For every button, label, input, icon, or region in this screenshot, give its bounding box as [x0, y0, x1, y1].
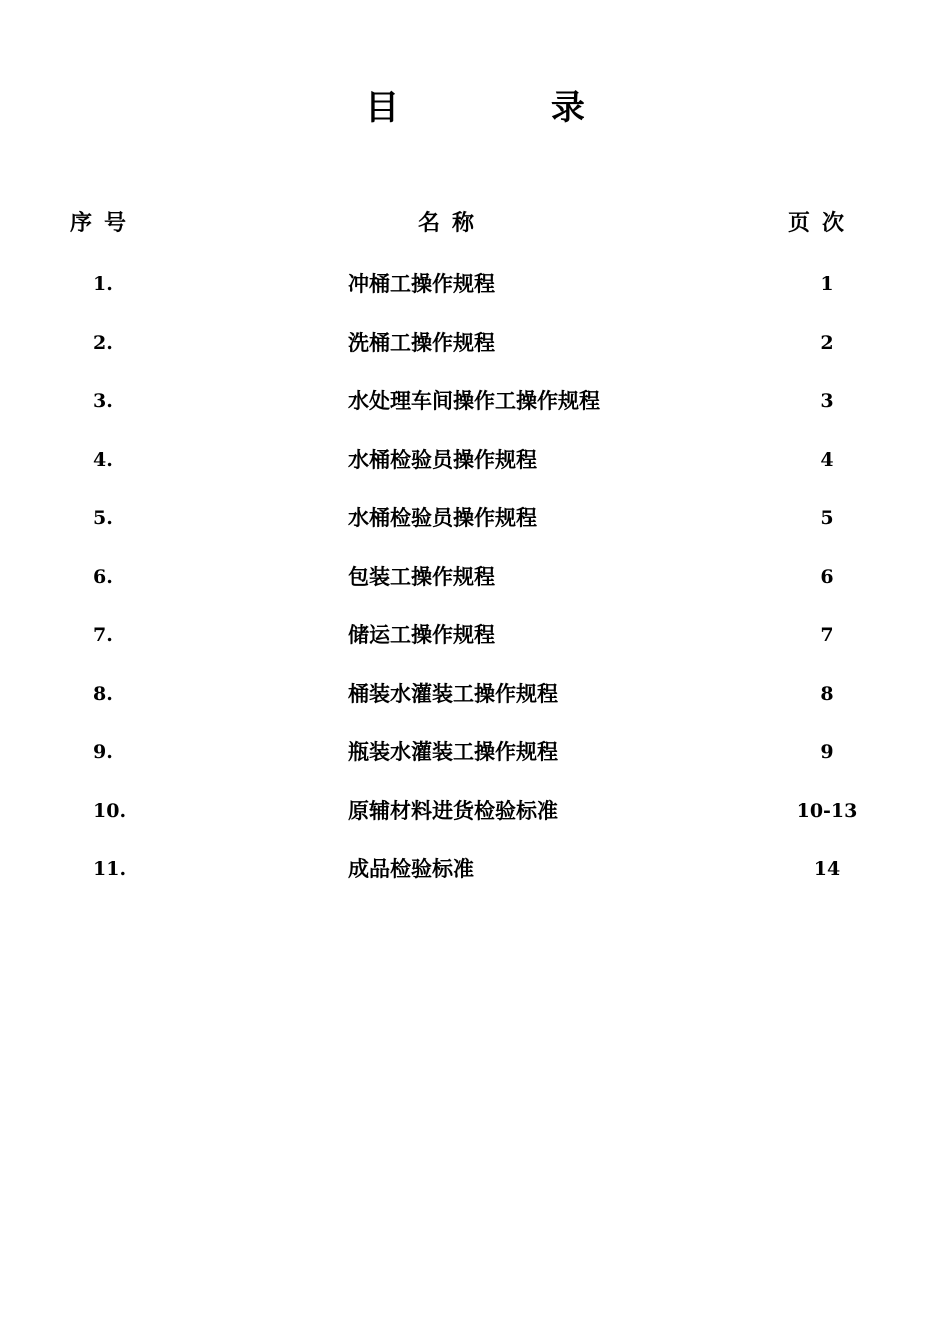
toc-row[interactable]: [0, 438, 950, 497]
toc-seq: 5.: [93, 507, 113, 529]
column-header-name: 名称: [418, 211, 487, 236]
toc-name: 成品检验标准: [348, 857, 474, 881]
toc-page: 1: [820, 273, 834, 295]
toc-name: 冲桶工操作规程: [348, 272, 495, 296]
toc-seq: 2.: [93, 331, 113, 354]
toc-name: 桶装水灌装工操作规程: [348, 681, 558, 706]
toc-name: 瓶装水灌装工操作规程: [348, 740, 558, 764]
toc-row[interactable]: [0, 789, 950, 848]
toc-seq: 7.: [93, 624, 113, 646]
toc-row[interactable]: [0, 672, 950, 731]
toc-row[interactable]: [0, 496, 950, 555]
toc-seq: 6.: [93, 565, 113, 588]
toc-seq: 1.: [93, 273, 113, 295]
toc-row[interactable]: [0, 613, 950, 672]
toc-page: 8: [820, 682, 834, 705]
toc-page: 4: [820, 448, 834, 471]
toc-row[interactable]: [0, 379, 950, 438]
toc-page: 14: [813, 858, 841, 880]
toc-name: 包装工操作规程: [348, 564, 495, 589]
toc-list: [0, 262, 950, 906]
toc-name: 水桶检验员操作规程: [348, 506, 537, 530]
toc-row[interactable]: [0, 262, 950, 321]
toc-page: 9: [820, 741, 834, 763]
toc-seq: 8.: [93, 682, 113, 705]
toc-name: 原辅材料进货检验标准: [348, 798, 558, 823]
toc-name: 水处理车间操作工操作规程: [348, 389, 600, 413]
toc-row[interactable]: [0, 730, 950, 789]
toc-row[interactable]: [0, 321, 950, 380]
column-header-page: 页次: [788, 211, 857, 236]
toc-page: 7: [820, 624, 834, 646]
column-header-seq: 序号: [70, 211, 139, 236]
toc-seq: 11.: [93, 858, 127, 880]
toc-seq: 10.: [93, 799, 127, 822]
toc-page: 5: [820, 507, 834, 529]
toc-seq: 3.: [93, 390, 113, 412]
toc-page: 2: [820, 331, 834, 354]
toc-row[interactable]: [0, 847, 950, 906]
toc-name: 水桶检验员操作规程: [348, 447, 537, 472]
toc-row[interactable]: [0, 555, 950, 614]
toc-name: 储运工操作规程: [348, 623, 495, 647]
toc-seq: 9.: [93, 741, 113, 763]
toc-page: 10-13: [796, 799, 858, 822]
toc-name: 洗桶工操作规程: [348, 330, 495, 355]
toc-page: 6: [820, 565, 834, 588]
toc-page: 3: [820, 390, 834, 412]
page-title: 目 录: [365, 88, 655, 128]
toc-seq: 4.: [93, 448, 113, 471]
